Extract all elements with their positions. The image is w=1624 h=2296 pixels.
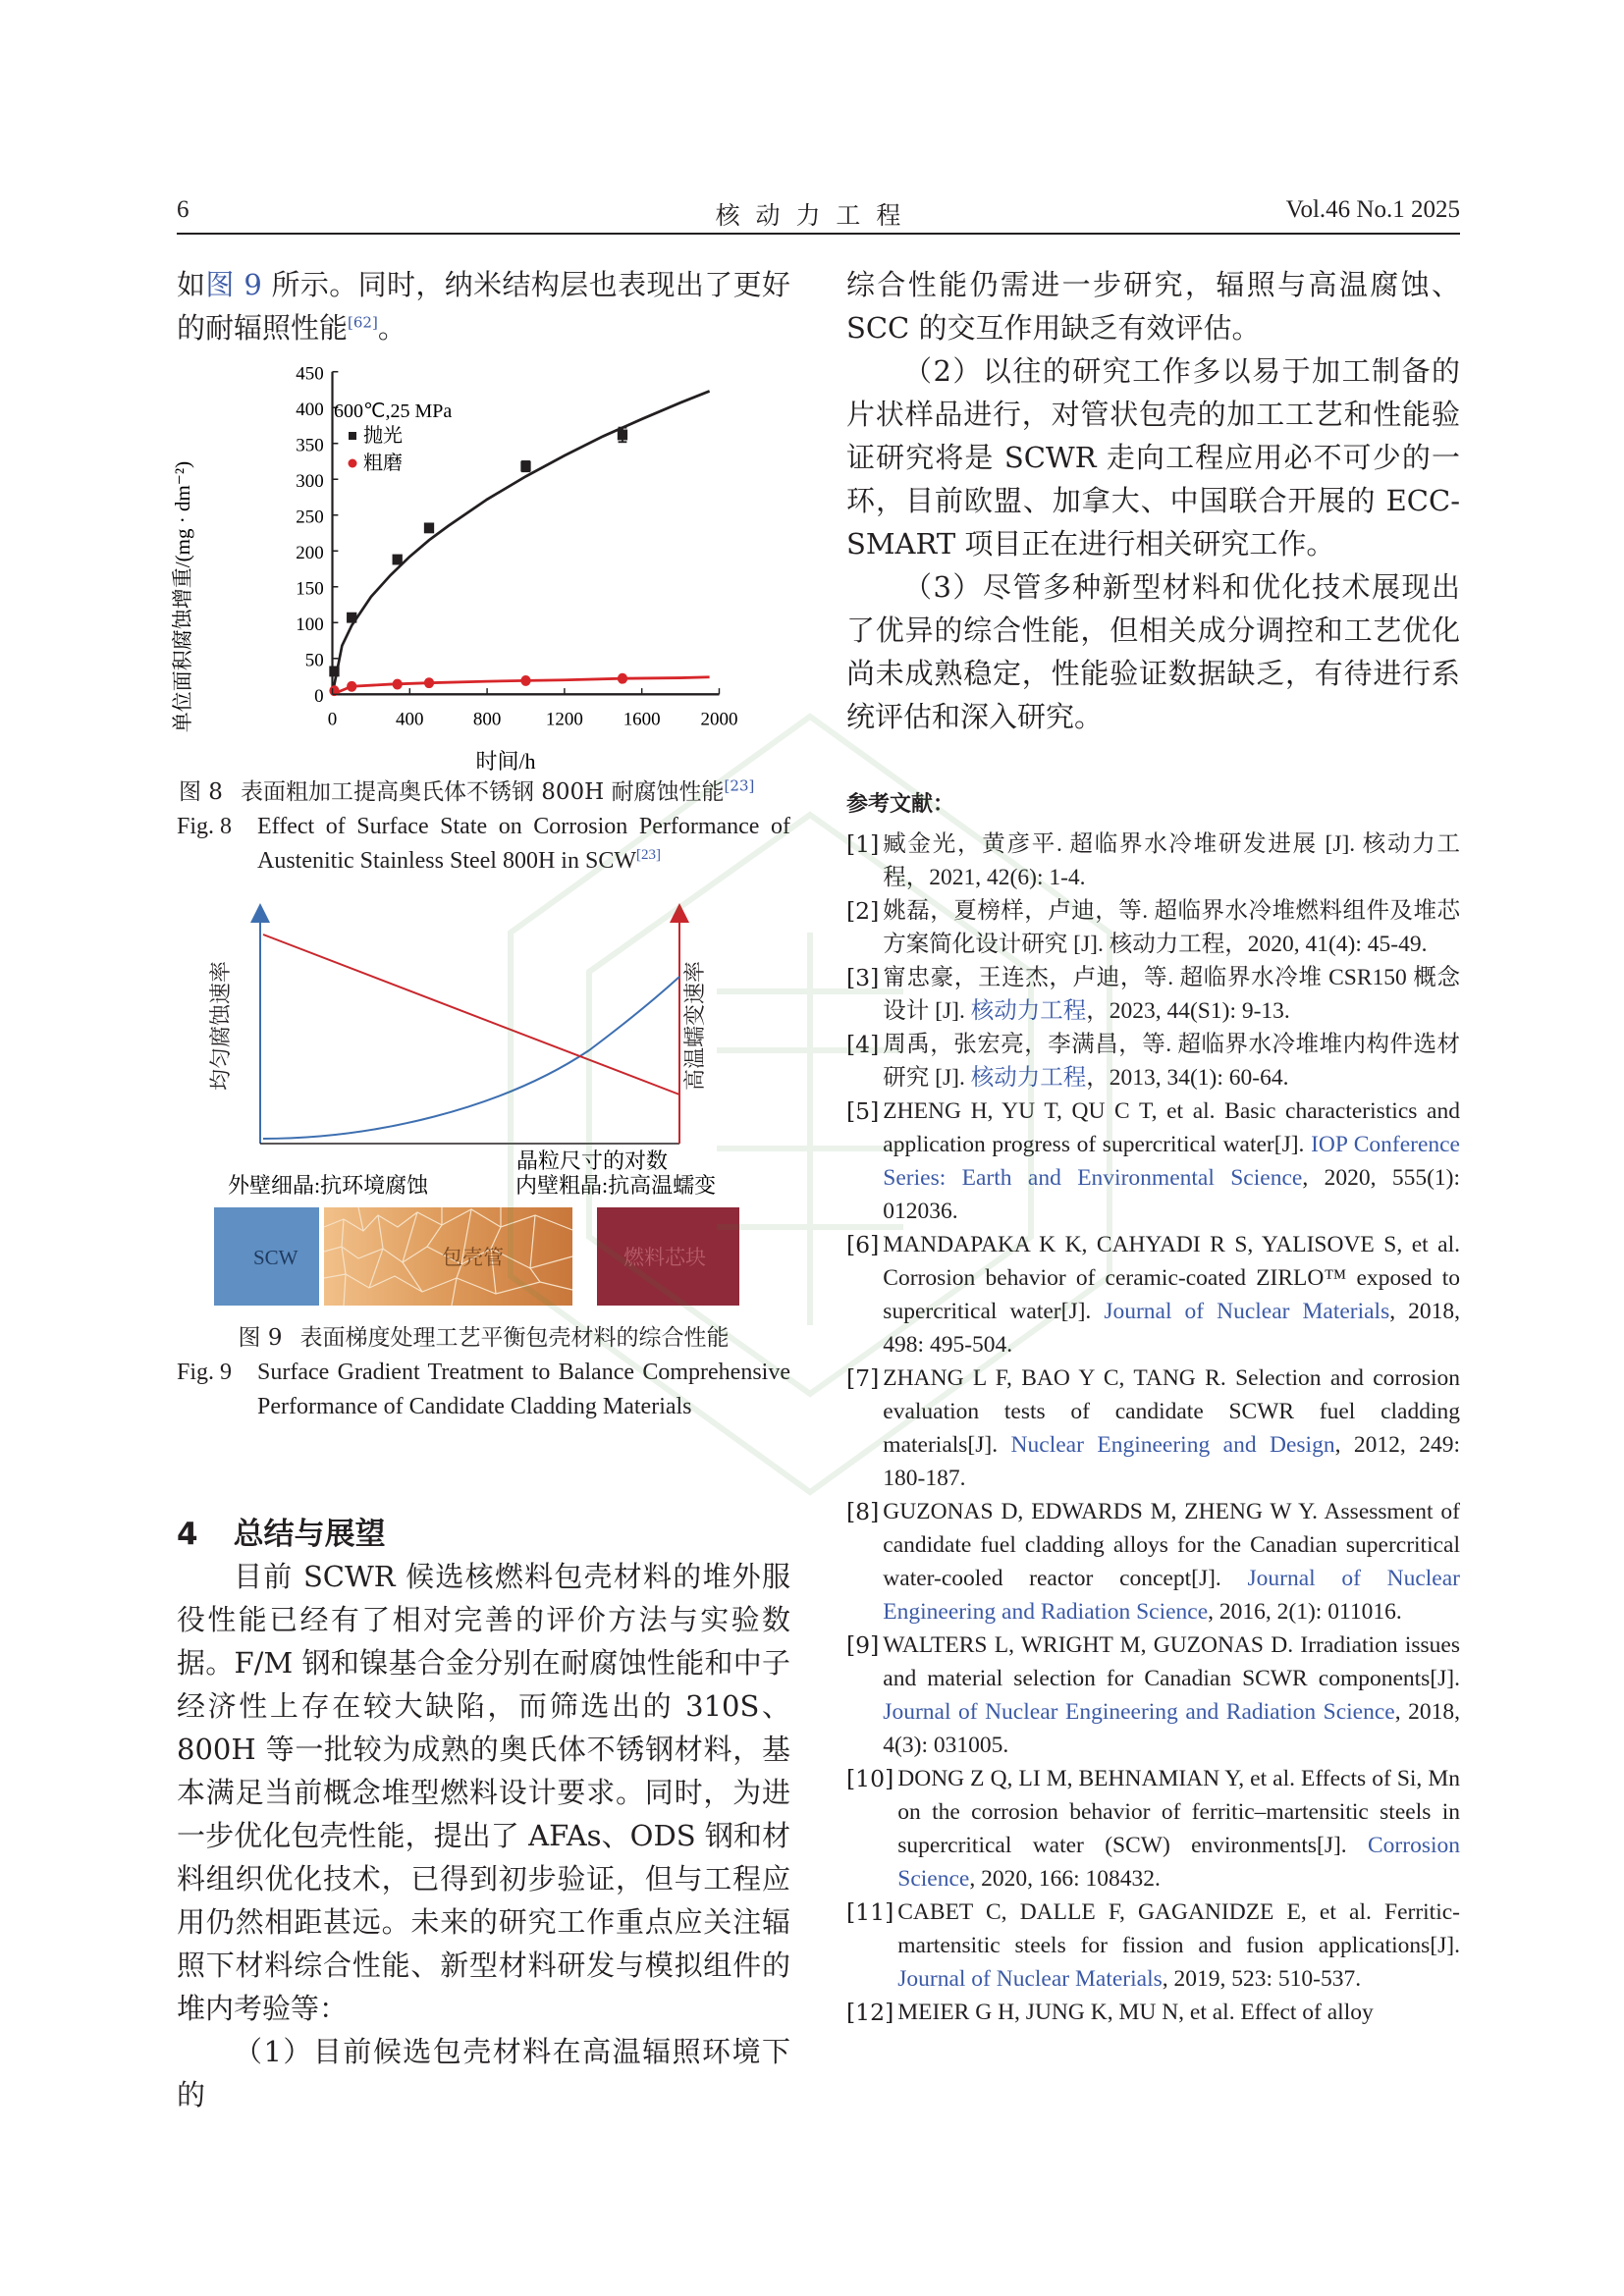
fig9-caption-en: Surface Gradient Treatment to Balance Comprehensive Performance of Candidate Cladding Materials (257, 1360, 790, 1419)
reference-number: [3] (846, 964, 880, 991)
y-tick-label: 250 (296, 507, 324, 528)
x-tick-label: 0 (327, 709, 338, 730)
reference-journal-link[interactable]: IOP Conference Series: Earth and Environmental Science (883, 1132, 1460, 1191)
reference-tail: , 2020, 555(1): 012036. (883, 1165, 1460, 1224)
reference-text (883, 1629, 1460, 1762)
reference-body: GUZONAS D, EDWARDS M, ZHENG W Y. Assessment of candidate fuel cladding alloys for the Canadian supercritical water-cooled reactor concept[J]. (883, 1499, 1460, 1591)
x-tick-label: 1200 (545, 709, 583, 730)
fig8-label-en: Fig. 8 (177, 814, 233, 839)
reference-tail: , 2018, 498: 495-504. (883, 1299, 1461, 1358)
reference-body: ZHANG L F, BAO Y C, TANG R. Selection and corrosion evaluation tests of candidate SCWR fuel cladding materials[J]. (883, 1365, 1460, 1458)
data-point-polished (329, 667, 339, 677)
y-tick-label: 100 (296, 614, 324, 636)
reference-body: 姚磊，夏榜样，卢迪，等. 超临界水冷堆燃料组件及堆芯方案简化设计研究 [J]. 核动力工程，2020, 41(4): 45-49. (883, 898, 1460, 957)
data-point-polished (520, 461, 530, 472)
x-tick-label: 1600 (623, 709, 661, 730)
fuel-band-label: 燃料芯块 (623, 1246, 706, 1269)
chart-annotation: 600℃,25 MPa (334, 400, 453, 422)
reference-number: [7] (846, 1364, 880, 1392)
y-tick-label: 450 (296, 363, 324, 385)
reference-number: [10] (846, 1765, 894, 1792)
reference-number: [1] (846, 830, 880, 858)
reference-tail: , 2016, 2(1): 011016. (1208, 1599, 1402, 1625)
citation-62[interactable]: [62] (348, 313, 378, 332)
reference-number: [9] (846, 1631, 880, 1659)
reference-text (897, 1996, 1460, 2029)
volume-info: Vol.46 No.1 2025 (1285, 196, 1460, 223)
scw-band-label: SCW (253, 1246, 298, 1269)
y-axis-label: 单位面积腐蚀增重/(mg · dm⁻²) (171, 460, 194, 733)
reference-journal-link[interactable]: Corrosion Science (897, 1833, 1460, 1892)
outlook-paragraph-3: （3）尽管多种新型材料和优化技术展现出了优异的综合性能，但相关成分调控和工艺优化尚未成熟稳定，性能验证数据缺乏，有待进行系统评估和深入研究。 (846, 570, 1460, 733)
summary-paragraph-2: （1）目前候选包壳材料在高温辐照环境下的 (177, 2035, 790, 2111)
outlook-paragraph-1: 综合性能仍需进一步研究，辐照与高温腐蚀、SCC 的交互作用缺乏有效评估。 (846, 268, 1460, 345)
intro-paragraph (177, 263, 790, 349)
reference-journal-link[interactable]: Journal of Nuclear Engineering and Radiation Science (883, 1566, 1460, 1625)
reference-tail: , 2018, 4(3): 031005. (883, 1699, 1460, 1758)
data-point-polished (393, 555, 403, 565)
legend-marker-polished (349, 432, 356, 440)
watermark-seal (393, 638, 1227, 1571)
reference-number: [11] (846, 1898, 894, 1926)
reference-journal-link[interactable]: Nuclear Engineering and Design (1010, 1432, 1335, 1458)
intro-text-2: 所示。同时，纳米结构层也表现出了更好的耐辐照性能 (177, 268, 790, 345)
reference-journal-link[interactable]: Journal of Nuclear Materials (1104, 1299, 1390, 1324)
chart-legend (349, 424, 404, 474)
fig9-x-label: 晶粒尺寸的对数 (515, 1148, 668, 1173)
data-point-polished (618, 430, 627, 441)
y-tick-label: 200 (296, 543, 324, 564)
section-number: 4 (177, 1517, 198, 1552)
reference-body: ZHENG H, YU T, QU C T, et al. Basic characteristics and application progress of supercritical water[J]. (883, 1098, 1460, 1157)
legend-ground: 粗磨 (363, 453, 403, 474)
fig9-y-left-label: 均匀腐蚀速率 (208, 960, 233, 1092)
reference-item (846, 1996, 1460, 2029)
reference-body: 甯忠豪，王连杰，卢迪，等. 超临界水冷堆 CSR150 概念设计 [J]. (883, 965, 1460, 1024)
fig9-right-note: 内壁粗晶:抗高温蠕变 (515, 1173, 717, 1198)
reference-tail: , 2019, 523: 510-537. (1162, 1966, 1362, 1992)
reference-body: DONG Z Q, LI M, BEHNAMIAN Y, et al. Effects of Si, Mn on the corrosion behavior of ferritic–martensitic steels in supercritical water (SCW) environments[J]. (897, 1766, 1460, 1858)
reference-journal-link[interactable]: Journal of Nuclear Materials (897, 1966, 1163, 1992)
data-point-ground (347, 681, 356, 692)
reference-number: [8] (846, 1498, 880, 1525)
x-tick-label: 2000 (700, 709, 738, 730)
x-tick-label: 400 (396, 709, 424, 730)
reference-number: [4] (846, 1031, 880, 1058)
y-tick-label: 0 (314, 686, 324, 708)
reference-journal-link[interactable]: Journal of Nuclear Engineering and Radiation Science (883, 1699, 1395, 1725)
reference-tail: , 2012, 249: 180-187. (883, 1432, 1460, 1491)
intro-text: 如 (177, 268, 206, 301)
x-axis-label: 时间/h (475, 749, 536, 774)
reference-tail: ，2013, 34(1): 60-64. (1086, 1065, 1289, 1091)
references-title: 参考文献： (846, 792, 955, 817)
fig8-label-zh: 图 8 (179, 779, 223, 805)
fig8-caption-zh: 表面粗加工提高奥氏体不锈钢 800H 耐腐蚀性能 (240, 779, 725, 805)
data-point-polished (424, 522, 434, 533)
y-tick-label: 50 (304, 650, 324, 671)
reference-journal-link[interactable]: 核动力工程 (970, 998, 1087, 1024)
data-point-polished (347, 613, 356, 623)
y-tick-label: 400 (296, 399, 324, 420)
outlook-paragraph-2: （2）以往的研究工作多以易于加工制备的片状样品进行，对管状包壳的加工工艺和性能验证研究将是 SCWR 走向工程应用必不可少的一环，目前欧盟、加拿大、中国联合开展的 ECC-SMART 项目正在进行相关研究工作。 (846, 354, 1460, 561)
reference-body: MEIER G H, JUNG K, MU N, et al. Effect of alloy (897, 2000, 1374, 2025)
reference-item (846, 1762, 1460, 1896)
section-heading (177, 1509, 386, 1553)
fig9-left-note: 外壁细晶:抗环境腐蚀 (228, 1173, 429, 1198)
reference-text (897, 1896, 1460, 1996)
reference-body: 周禹，张宏亮，李满昌，等. 超临界水冷堆堆内构件选材研究 [J]. (883, 1032, 1460, 1091)
fig9-label-zh: 图 9 (238, 1325, 283, 1351)
reference-body: MANDAPAKA K K, CAHYADI R S, YALISOVE S, et al. Corrosion behavior of ceramic-coated ZIRLO™ exposed to supercritical water[J]. (883, 1232, 1460, 1324)
reference-tail: ，2023, 44(S1): 9-13. (1086, 998, 1290, 1024)
reference-text (897, 1762, 1460, 1896)
y-tick-label: 150 (296, 578, 324, 600)
y-tick-label: 350 (296, 435, 324, 456)
journal-name: 核 动 力 工 程 (715, 201, 905, 230)
fig8-cite-zh[interactable]: [23] (724, 776, 755, 795)
legend-polished: 抛光 (363, 425, 403, 447)
y-tick-label: 300 (296, 470, 324, 492)
fig9-y-right-label: 高温蠕变速率 (682, 960, 707, 1092)
reference-item (846, 1629, 1460, 1762)
cladding-band-label: 包壳管 (442, 1246, 504, 1269)
x-tick-label: 800 (472, 709, 502, 730)
summary-paragraph-1: 目前 SCWR 候选核燃料包壳材料的堆外服役性能已经有了相对完善的评价方法与实验数据。F/M 钢和镍基合金分别在耐腐蚀性能和中子经济性上存在较大缺陷，而筛选出的 310S、800H 等一批较为成熟的奥氏体不锈钢材料，基本满足当前概念堆型燃料设计要求。同时，为进一步优化包壳性能，提出了 AFAs、ODS 钢和材料组织优化技术，已得到初步验证，但与工程应用仍然相距甚远。未来的研究工作重点应关注辐照下材料综合性能、新型材料研发与模拟组件的堆内考验等： (177, 1560, 790, 2025)
reference-number: [5] (846, 1097, 880, 1125)
reference-item (846, 1896, 1460, 1996)
reference-number: [12] (846, 1999, 894, 2026)
section-title: 总结与展望 (233, 1517, 386, 1552)
reference-tail: , 2020, 166: 108432. (969, 1866, 1161, 1892)
summary-paragraphs (177, 1555, 790, 2116)
reference-number: [2] (846, 897, 880, 925)
fig8-caption-en: Effect of Surface State on Corrosion Performance of Austenitic Stainless Steel 800H in SCW (257, 814, 790, 874)
fig9-caption-zh: 表面梯度处理工艺平衡包壳材料的综合性能 (299, 1325, 730, 1351)
reference-journal-link[interactable]: 核动力工程 (970, 1065, 1087, 1091)
page-number: 6 (177, 196, 189, 223)
legend-marker-ground (349, 459, 357, 468)
reference-body: CABET C, DALLE F, GAGANIDZE E, et al. Ferritic-martensitic steels for fission and fusion applications[J]. (897, 1899, 1460, 1958)
intro-end: 。 (377, 311, 406, 345)
reference-body: 臧金光，黄彦平. 超临界水冷堆研发进展 [J]. 核动力工程，2021, 42(6): 1-4. (883, 831, 1460, 890)
figure-9-link[interactable]: 图 9 (205, 268, 262, 301)
fig8-cite-en[interactable]: [23] (635, 847, 661, 863)
fig9-label-en: Fig. 9 (177, 1360, 233, 1385)
reference-number: [6] (846, 1231, 880, 1258)
header-rule (177, 233, 1460, 235)
reference-body: WALTERS L, WRIGHT M, GUZONAS D. Irradiation issues and material selection for Canadian SCWR components[J]. (883, 1632, 1460, 1691)
